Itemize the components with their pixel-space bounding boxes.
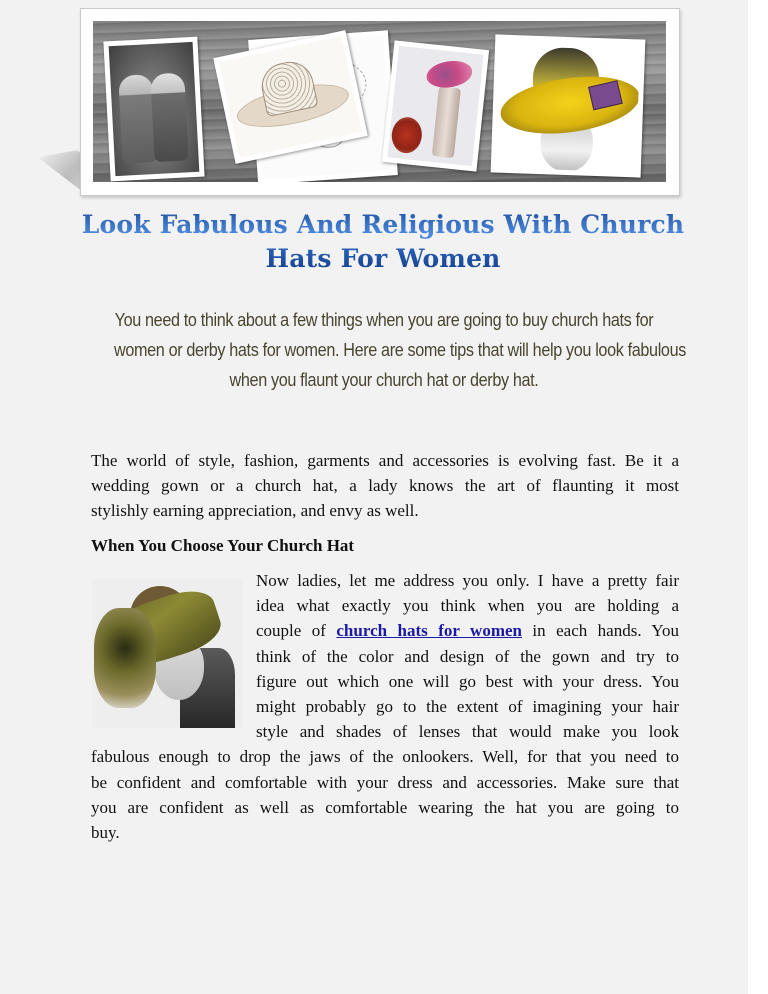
para2-line-5: figure out which one will go best with your dress. You [256,671,679,691]
church-hats-link[interactable]: church hats for women [336,621,522,641]
intro-line-2: women or derby hats for women. Here are some tips that will help you look fabulous [114,340,686,360]
para2-line-7: style and shades of lenses that would make you look [256,722,679,742]
intro-text [114,305,686,395]
para1-line-2: wedding gown or a church hat, a lady knows the art of flaunting it most [91,476,679,495]
section-heading: When You Choose Your Church Hat [91,536,355,555]
banner-image [80,8,680,196]
paragraph-choose-hat [91,568,679,845]
title-line-1: Look Fabulous And Religious With Church [81,210,685,239]
para2-line-8: fabulous enough to drop the jaws of the onlookers. Well, for that you need to [91,747,679,767]
para2-line-9: be confident and comfortable with your dress and accessories. Make sure that [91,772,679,792]
para2-line-1: Now ladies, let me address you only. I have a pretty fair [256,571,679,590]
para2-line-6: might probably go to the extent of imagining your hair [256,697,679,717]
para2-line-2: idea what exactly you think when you are holding a [256,596,679,616]
para2-line-3 [256,618,679,643]
para1-line-1: The world of style, fashion, garments and accessories is evolving fast. Be it a [91,451,679,470]
photo-yellow-hat-sketch [491,34,646,177]
page-title [80,208,686,276]
para1-line-3: stylishly earning appreciation, and envy as well. [91,501,419,520]
para2-line-3-after: in each hands. You [521,621,679,641]
intro-line-3: when you flaunt your church hat or derby hat. [229,370,539,390]
para2-line-11: buy. [91,823,120,843]
para2-line-10: you are confident as well as comfortable wearing the hat you are going to [91,797,679,817]
paragraph-style-intro [91,448,679,523]
para2-line-3-before: couple of [256,621,337,641]
intro-line-1: You need to think about a few things when you are going to buy church hats for [114,310,654,330]
para2-line-4: think of the color and design of the gown and try to [256,646,679,666]
photo-vintage-boys [103,37,204,182]
photo-pink-feather-hat [382,40,489,171]
title-line-2: Hats For Women [265,244,501,273]
wood-background [93,21,666,182]
